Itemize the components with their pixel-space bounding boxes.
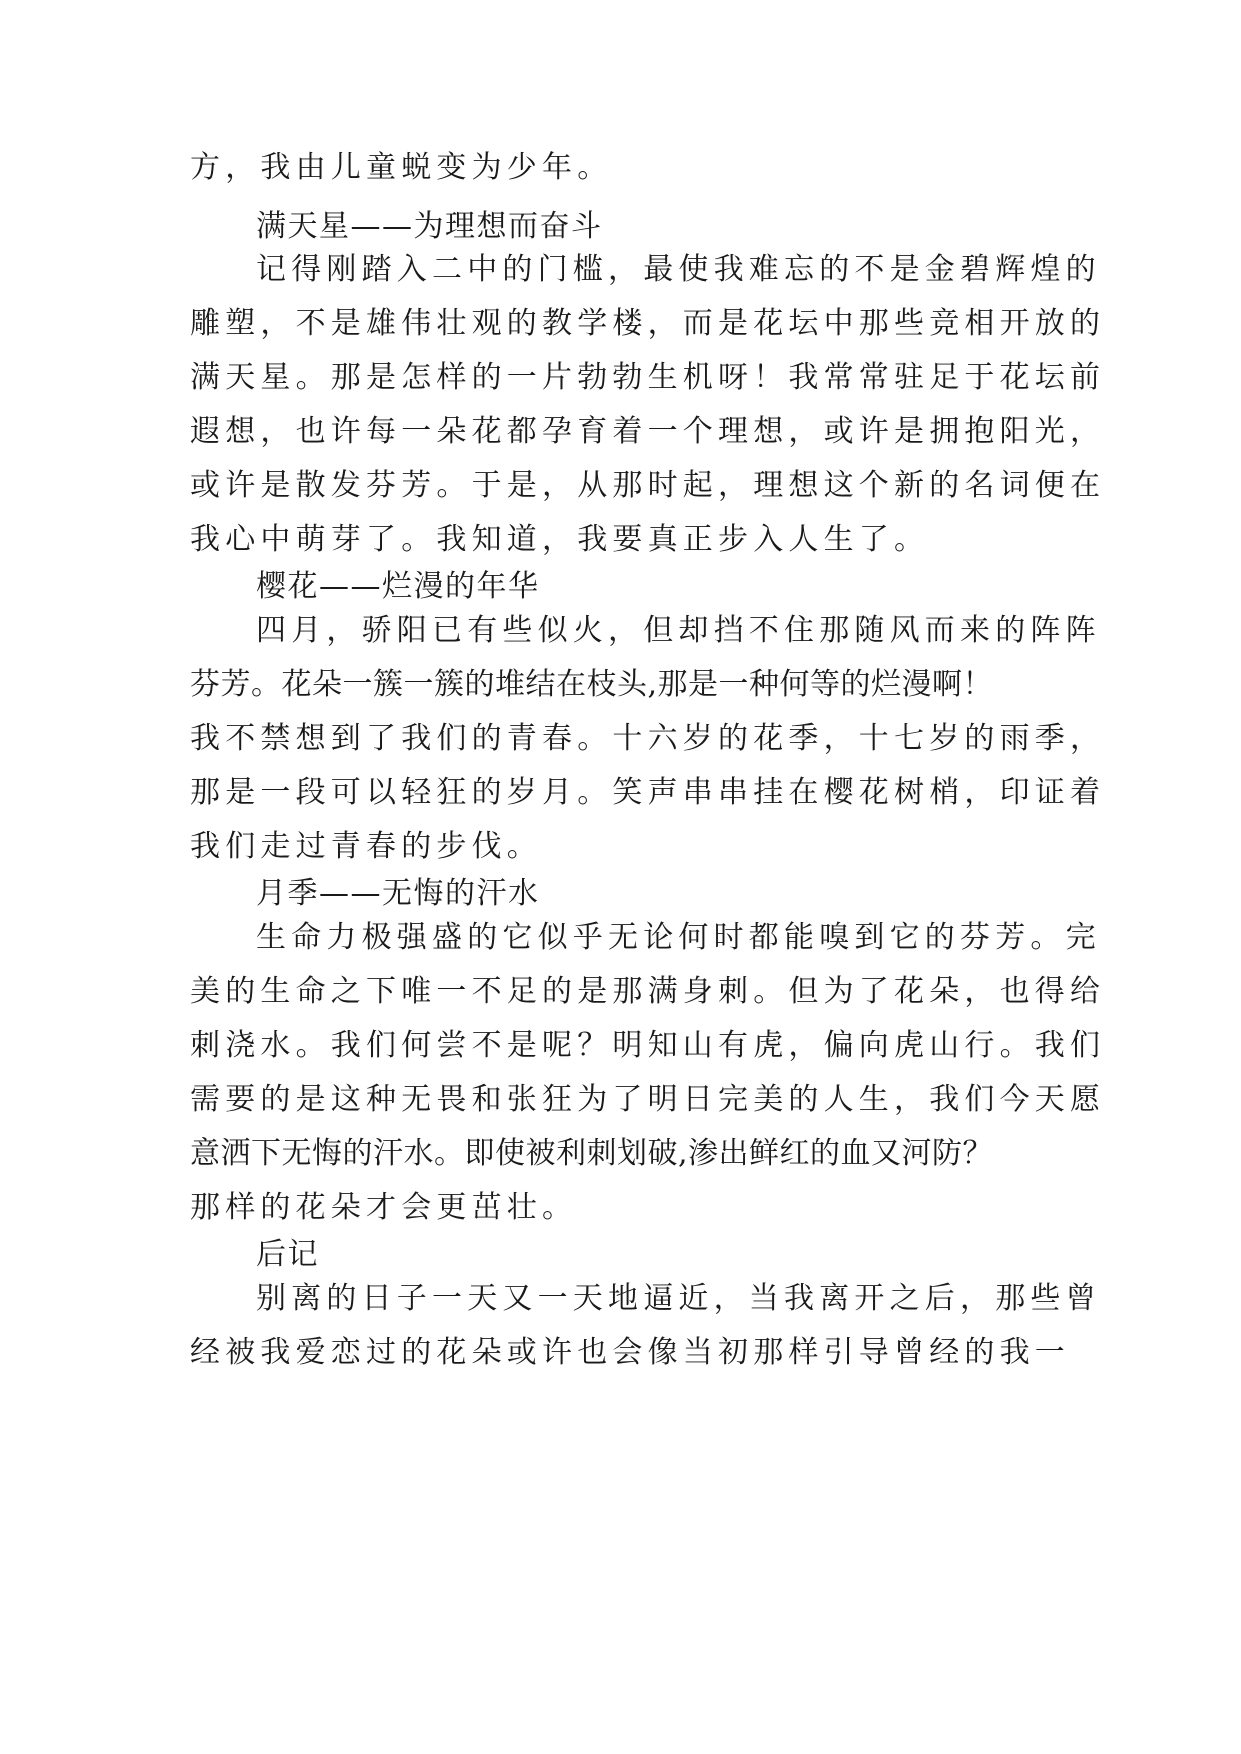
text-line: 我不禁想到了我们的青春。十六岁的花季，十七岁的雨季， [190, 721, 1106, 756]
text-line: 刺浇水。我们何尝不是呢？明知山有虎，偏向虎山行。我们 [190, 1028, 1106, 1063]
text-line: 我心中萌芽了。我知道，我要真正步入人生了。 [190, 522, 930, 557]
section-heading: 满天星——为理想而奋斗 [256, 209, 603, 244]
text-line: 芬芳。花朵一簇一簇的堆结在枝头,那是一种何等的烂漫啊！ [190, 667, 994, 702]
text-line: 或许是散发芬芳。于是，从那时起，理想这个新的名词便在 [190, 468, 1106, 503]
text-line: 满天星。那是怎样的一片勃勃生机呀！我常常驻足于花坛前 [190, 360, 1106, 395]
text-line: 方，我由儿童蜕变为少年。 [190, 150, 613, 185]
text-line: 别离的日子一天又一天地逼近，当我离开之后，那些曾 [256, 1281, 1101, 1316]
text-line: 四月，骄阳已有些似火，但却挡不住那随风而来的阵阵 [256, 613, 1101, 648]
text-line: 经被我爱恋过的花朵或许也会像当初那样引导曾经的我一 [190, 1335, 1070, 1370]
text-line: 记得刚踏入二中的门槛，最使我难忘的不是金碧辉煌的 [256, 252, 1101, 287]
section-heading: 月季——无悔的汗水 [256, 876, 540, 911]
text-line: 需要的是这种无畏和张狂为了明日完美的人生，我们今天愿 [190, 1082, 1106, 1117]
section-heading: 樱花——烂漫的年华 [256, 569, 540, 604]
text-line: 意洒下无悔的汗水。即使被利刺划破,渗出鲜红的血又河防？ [190, 1136, 994, 1171]
text-line: 生命力极强盛的它似乎无论何时都能嗅到它的芬芳。完 [256, 920, 1101, 955]
text-line: 雕塑，不是雄伟壮观的教学楼，而是花坛中那些竞相开放的 [190, 306, 1106, 341]
text-line: 美的生命之下唯一不足的是那满身刺。但为了花朵，也得给 [190, 974, 1106, 1009]
text-line: 那样的花朵才会更茁壮。 [190, 1190, 578, 1225]
text-line: 遐想，也许每一朵花都孕育着一个理想，或许是拥抱阳光， [190, 414, 1106, 449]
text-line: 我们走过青春的步伐。 [190, 829, 542, 864]
section-heading: 后记 [256, 1237, 319, 1272]
text-line: 那是一段可以轻狂的岁月。笑声串串挂在樱花树梢，印证着 [190, 775, 1106, 810]
